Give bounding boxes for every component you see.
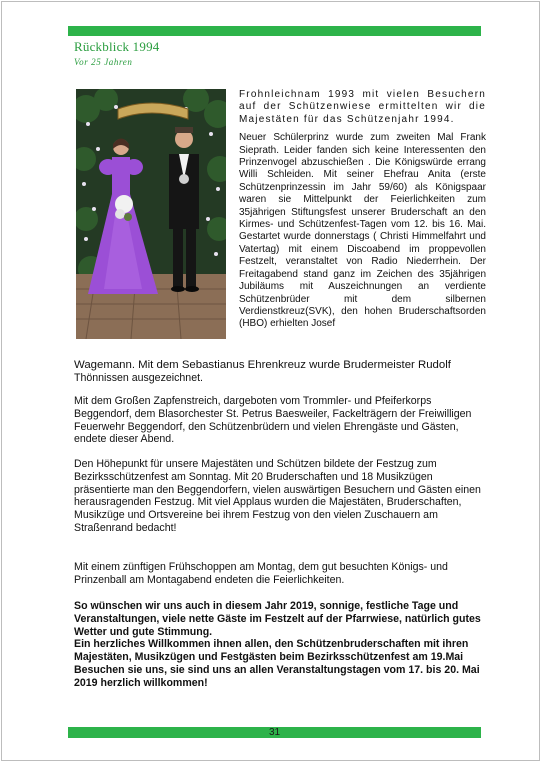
body-paragraph-2: [74, 395, 486, 446]
page-title: Rückblick 1994: [74, 39, 160, 54]
intro-paragraph-2: Neuer Schülerprinz wurde zum zweiten Mal Frank Sieprath. Leider fanden sich keine Interessenten den Prinzenvogel abzuschießen . Die Königswürde errang Willi Schleiden. Mit seiner Ehefrau Anita (erste Schützenprinzessin im Jahr 59/60) als Königspaar waren sie Mittelpunkt der Feierlichkeiten zum 35jährigen Stiftungsfest unserer Bruderschaft an den Kirmes- und Schützenfest-Tagen vom 12. bis 16. Mai. Gestartet wurde donnerstags ( Christi Himmelfahrt und Vatertag) mit einem Discoabend im proppevollen Festzelt, veranstaltet von Radio Niederrhein. Der Freitagabend stand ganz im Zeichen des 35jährigen Jubiläums mit Auszeichnungen an verdiente Schützenbrüder mit dem silbernen Verdienstkreuz(SVK), den hohen Bruderschaftsorden (HBO) erhielten Josef: [239, 132, 486, 330]
closing-block: [74, 600, 486, 690]
couple-photo: [76, 89, 226, 339]
closing-paragraph-2: Ein herzliches Willkommen ihnen allen, den Schützenbruderschaften mit ihren Majestäten, Musikzügen und Festgästen beim Bezirksschützenfest am 19.Mai: [74, 638, 469, 664]
body-paragraph-3: [74, 458, 486, 535]
page-subtitle: Vor 25 Jahren: [74, 57, 133, 67]
body-paragraph-1-line-1: Wagemann. Mit dem Sebastianus Ehrenkreuz wurde Brudermeister Rudolf: [74, 359, 451, 371]
body-paragraph-1: [74, 359, 486, 385]
header-bar: [68, 26, 481, 36]
page-number: 31: [268, 727, 281, 738]
footer-bar: [68, 727, 481, 738]
closing-paragraph-3: Besuchen sie uns, sie sind uns an allen Veranstaltungstagen vom 17. bis 20. Mai 2019 herzlich willkommen!: [74, 663, 480, 689]
intro-paragraph-1: Frohnleichnam 1993 mit vielen Besuchern auf der Schützenwiese ermittelten wir die Majestäten für das Schützenjahr 1994.: [239, 89, 486, 125]
photo-illustration: [76, 89, 226, 339]
closing-paragraph-1: So wünschen wir uns auch in diesem Jahr 2019, sonnige, festliche Tage und Veranstaltungen, viele nette Gäste im Festzelt auf der Pfarrwiese, natürlich gutes Wetter und gute Stimmung.: [74, 600, 481, 638]
body-paragraph-2-text: Mit dem Großen Zapfenstreich, dargeboten vom Trommler- und Pfeiferkorps Beggendorf, dem Blasorchester St. Petrus Baesweiler, Fackelträgern der Freiwilligen Feuerwehr Beggendorf, den Schützenbrüdern und vielen Ehrengäste und Gästen, endete dieser Abend.: [74, 395, 472, 446]
body-paragraph-4: [74, 561, 486, 587]
intro-column: [239, 89, 486, 337]
body-paragraph-1-line-2: Thönnissen ausgezeichnet.: [74, 371, 203, 384]
body-paragraph-3-text: Den Höhepunkt für unsere Majestäten und Schützen bildete der Festzug zum Bezirksschützenfest am Sonntag. Mit 20 Bruderschaften und 18 Musikzügen präsentierte man den Beggendorfern, vielen auswärtigen Besuchern und Gästen einen herausragenden Festzug. Mit viel Applaus wurden die Majestäten, Bruderschaften, Musikzüge und Ortsvereine bei ihrem Festzug von den vielen Zuschauern am Straßenrand bedacht!: [74, 458, 481, 534]
body-paragraph-4-text: Mit einem zünftigen Frühschoppen am Montag, dem gut besuchten Königs- und Prinzenball am Montagabend endeten die Feierlichkeiten.: [74, 561, 448, 586]
